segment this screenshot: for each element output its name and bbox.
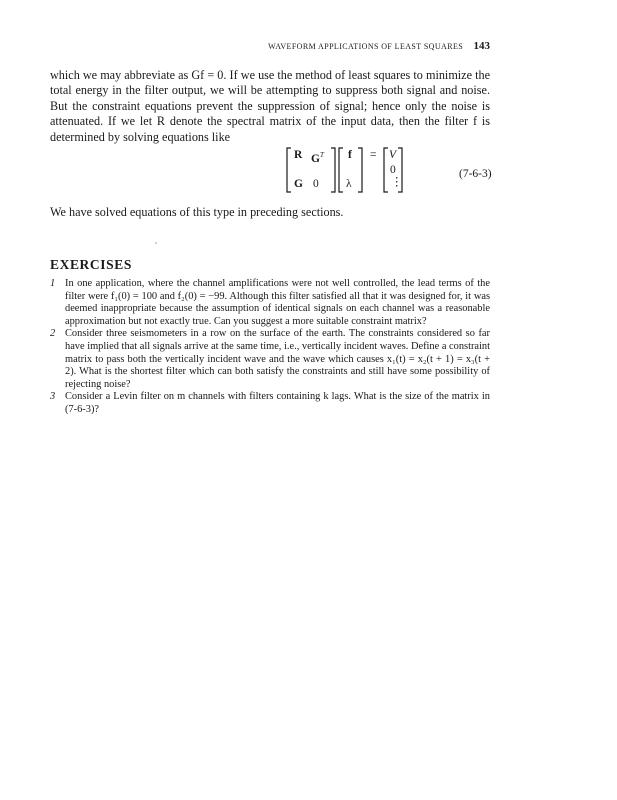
exercise-list bbox=[50, 278, 490, 417]
exercise-number: 1 bbox=[50, 278, 56, 289]
matrix-entry-g: G bbox=[294, 178, 303, 190]
exercise-item bbox=[50, 278, 490, 328]
matrix-equation bbox=[286, 147, 486, 193]
rhs-zero: 0 bbox=[390, 164, 396, 176]
exercise-text: Consider a Levin filter on m channels with filters containing k lags. What is the size of the matrix in (7-6-3)? bbox=[65, 391, 490, 415]
body-paragraph: which we may abbreviate as Gf = 0. If we use the method of least squares to minimize the total energy in the filter output, we will be attempting to suppress both signal and noise. But the constraint equations prevent the suppression of signal; hence only the noise is attenuated. If we let R denote the spectral matrix of the input data, then the filter f is determined by solving equations like bbox=[50, 68, 490, 144]
equals-sign: = bbox=[370, 149, 377, 161]
exercise-number: 2 bbox=[50, 328, 56, 340]
rhs-v: V bbox=[389, 149, 397, 161]
exercise-text: Consider three seismometers in a row on the surface of the earth. The constraints considered so far have implied that all signals arrive at the same time, i.e., vertically incident waves. Define a constraint matrix to pass both the vertically incident wave and the wave which causes x₁(t) = x₂(t + 1) = x₃(t + 2). What is the shortest filter which can both satisfy the constraints and still have some possibility of rejecting noise? bbox=[65, 328, 491, 390]
rhs-vdots: ⋮ bbox=[391, 176, 403, 188]
matrix-entry-r: R bbox=[294, 149, 303, 161]
exercise-text: In one application, where the channel amplifications were not well controlled, the lead terms of the filter were f₁(0) = 100 and f₂(0) = −99. Although this filter satisfied all that it was designed for, it was deemed inappropriate because the assumption of identical signals on each channel was a reasonable approximation but not exactly true. Can you suggest a more suitable constraint matrix? bbox=[65, 278, 490, 327]
unknown-f: f bbox=[348, 149, 352, 161]
unknown-lambda: λ bbox=[346, 178, 352, 190]
matrix-entry-gt: $G^T$ bbox=[311, 151, 324, 165]
exercises-heading: EXERCISES bbox=[50, 257, 132, 272]
exercise-item bbox=[50, 391, 490, 416]
running-title: WAVEFORM APPLICATIONS OF LEAST SQUARES bbox=[268, 42, 464, 51]
running-head bbox=[50, 40, 490, 52]
after-equation-text: We have solved equations of this type in preceding sections. bbox=[50, 205, 344, 219]
matrix-entry-zero: 0 bbox=[313, 178, 319, 190]
exercise-item bbox=[50, 328, 490, 391]
exercise-number: 3 bbox=[50, 391, 56, 403]
page-number: 143 bbox=[473, 40, 490, 52]
scan-speck bbox=[155, 242, 157, 244]
equation-label: (7-6-3) bbox=[459, 168, 492, 180]
